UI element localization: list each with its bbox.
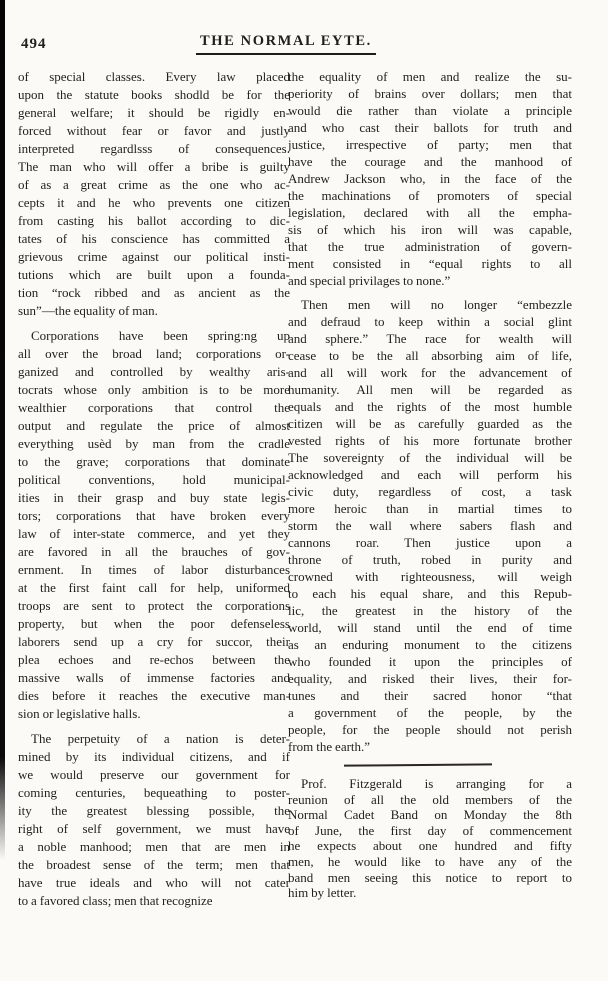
text-line: tutions which are built upon a founda-	[18, 267, 290, 282]
text-line: and who cast their ballots for truth and	[288, 120, 572, 135]
text-line: have the courage and the manhood of	[288, 154, 572, 169]
text-line: and all will work for the advancement of	[288, 365, 572, 380]
text-line: sis of which his iron will was capable,	[288, 222, 572, 237]
text-line: the equality of men and realize the su-	[288, 69, 572, 84]
text-line: mined by its individual citizens, and if	[18, 749, 290, 764]
text-line: tates of his conscience has committed a	[18, 231, 290, 246]
text-line: legislation, declared with all the empha-	[288, 205, 572, 220]
text-line: of June, the first day of commencement	[288, 822, 572, 838]
text-line: right of self government, we must have	[18, 821, 290, 836]
text-line: ganized and controlled by wealthy aris-	[18, 364, 290, 379]
text-line: sun”—the equality of man.	[18, 303, 158, 318]
text-line: world, will stand until the end of time	[288, 620, 572, 635]
right-column	[288, 68, 572, 901]
text-line: men, he would like to have any of the	[288, 853, 572, 869]
text-line: The man who will offer a bribe is guilty	[18, 159, 290, 174]
text-line: plea echoes and re-echos between the	[18, 652, 290, 667]
text-line: civic duty, regardless of cost, a task	[288, 484, 572, 499]
text-line: tunes and their sacred honor “that	[288, 688, 572, 703]
text-line: dies before it reaches the executive man-	[18, 688, 290, 703]
masthead-title: THE NORMAL EYTE.	[196, 33, 376, 55]
text-line: periority of brains over dollars; men that	[288, 86, 572, 101]
text-line: acknowledged and each will perform his	[288, 467, 572, 482]
text-line: upon the statute books shodld be for the	[18, 87, 290, 102]
text-line: band men seeing this notice to report to	[288, 869, 572, 885]
text-line: to the grave; corporations that dominate	[18, 454, 290, 469]
text-line: who founded it upon the principles of	[288, 654, 572, 669]
text-line: the machinations of promoters of special	[288, 188, 572, 203]
text-line: we would preserve our government for	[18, 767, 290, 782]
text-line: ities in their grasp and buy state legis-	[18, 490, 290, 505]
paragraph	[288, 776, 572, 901]
text-line: a noble manhood; men that are men in	[18, 839, 290, 854]
text-line: citizen will be as carefully guarded as the	[288, 416, 572, 431]
text-line: grievous crime against our political insti-	[18, 249, 290, 264]
text-line: he expects about one hundred and fifty	[288, 838, 572, 854]
text-line: The sovereignty of the individual will be	[288, 450, 572, 465]
text-line: throne of truth, robed in purity and	[288, 552, 572, 567]
text-line: The perpetuity of a nation is deter-	[31, 731, 290, 746]
text-line: Andrew Jackson who, in the face of the	[288, 171, 572, 186]
text-line: Normal Cadet Band on Monday the 8th	[288, 807, 572, 823]
text-line: coming centuries, bequeathing to poster-	[18, 785, 290, 800]
text-line: him by letter.	[288, 885, 357, 901]
text-line: justice, irrespective of party; men that	[288, 137, 572, 152]
text-line: to each his equal share, and this Repub-	[288, 586, 572, 601]
text-line: as an enduring monument to the citizens	[288, 637, 572, 652]
page-edge-shadow	[0, 0, 5, 860]
page-number: 494	[21, 36, 47, 52]
text-line: Corporations have been spring:ng up	[31, 328, 290, 343]
text-line: and sphere.” The race for wealth will	[288, 331, 572, 346]
left-column	[18, 68, 290, 910]
text-line: reunion of all the old members of the	[288, 791, 572, 807]
text-line: ment consisted in “equal rights to all	[288, 256, 572, 271]
text-line: all over the broad land; corporations or-	[18, 346, 290, 361]
text-line: a government of the people, by the	[288, 705, 572, 720]
text-line: and defraud to keep within a social glint	[288, 314, 572, 329]
text-line: the broadest sense of the term; men that	[18, 857, 290, 872]
text-line: to a favored class; men that recognize	[18, 893, 213, 908]
text-line: more heroic than in martial times to	[288, 501, 572, 516]
paragraph	[288, 68, 572, 289]
text-line: tion “rock ribbed and as ancient as the	[18, 285, 290, 300]
text-line: humanity. All men will be regarded as	[288, 382, 572, 397]
text-line: wealthier corporations that control the	[18, 400, 290, 415]
text-line: storm the wall where sabers flash and	[288, 518, 572, 533]
text-line: vested rights of his more fortunate brother	[288, 433, 572, 448]
text-line: have true ideals and who will not cater	[18, 875, 290, 890]
text-line: forced without fear or favor and justly	[18, 123, 290, 138]
text-line: sion or legislative halls.	[18, 706, 141, 721]
text-line: output and regulate the price of almost	[18, 418, 290, 433]
text-line: massive walls of immense factories and	[18, 670, 290, 685]
text-line: of as a great crime as the one who ac-	[18, 177, 290, 192]
paragraph	[18, 730, 290, 910]
text-line: equals and the rights of the most humble	[288, 399, 572, 414]
text-line: equality, and risked their lives, their for-	[288, 671, 572, 686]
text-line: at the first faint call for help, uniformed	[18, 580, 290, 595]
text-line: property, but when the poor defenseless	[18, 616, 290, 631]
text-line: and special privilages to none.”	[288, 273, 451, 288]
text-line: would die rather than violate a principle	[288, 103, 572, 118]
text-line: ity the greatest blessing possible, the	[18, 803, 290, 818]
text-line: lic, the greatest in the history of the	[288, 603, 572, 618]
text-line: Prof. Fitzgerald is arranging for a	[301, 776, 572, 791]
paragraph	[18, 327, 290, 723]
text-line: Then men will no longer “embezzle	[301, 297, 572, 312]
text-line: from the earth.”	[288, 739, 371, 754]
text-line: cease to be the all absorbing aim of life,	[288, 348, 572, 363]
text-line: ernment. In times of labor disturbances	[18, 562, 290, 577]
text-line: cannons roar. Then justice upon a	[288, 535, 572, 550]
text-line: general welfare; it should be rigidly en-	[18, 105, 290, 120]
text-line: from casting his ballot according to dic-	[18, 213, 290, 228]
text-line: crowned with righteousness, will weigh	[288, 569, 572, 584]
text-line: everything usèd by man from the cradle	[18, 436, 290, 451]
text-line: of special classes. Every law placed	[18, 69, 290, 84]
paragraph	[18, 68, 290, 320]
text-line: tors; corporations that have broken every	[18, 508, 290, 523]
text-line: cepts it and he who prevents one citizen	[18, 195, 290, 210]
text-line: laborers send up a cry for succor, their	[18, 634, 290, 649]
text-line: are favored in all the brauches of gov-	[18, 544, 290, 559]
text-line: troops are sent to protect the corporations	[18, 598, 290, 613]
text-line: law of inter-state commerce, and yet they	[18, 526, 290, 541]
text-line: interpreted regardlsss of consequences.	[18, 141, 290, 156]
paragraph	[288, 296, 572, 755]
text-line: that the true administration of govern-	[288, 239, 572, 254]
text-line: political conventions, hold municipal-	[18, 472, 290, 487]
section-divider	[344, 763, 492, 766]
text-line: tocrats whose only ambition is to be more	[18, 382, 290, 397]
text-line: people, for the people should not perish	[288, 722, 572, 737]
